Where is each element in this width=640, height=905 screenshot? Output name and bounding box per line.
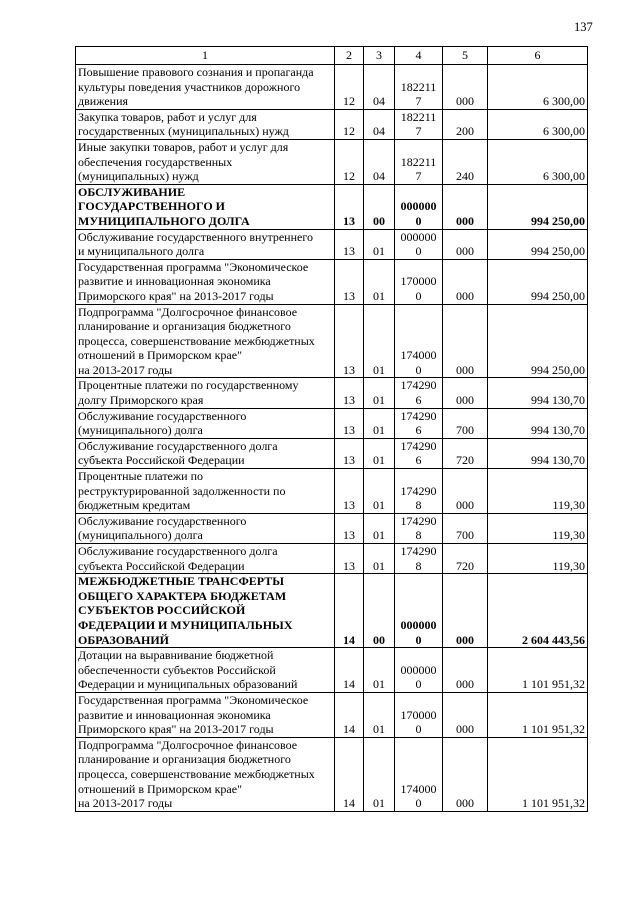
row-amount-cell: 994 250,00 <box>488 259 588 304</box>
row-expense-type-cell: 000 <box>443 65 488 110</box>
row-subsection-cell: 00 <box>364 184 395 229</box>
row-name-cell: Иные закупки товаров, работ и услуг для обеспечения государственных (муниципальных) нужд <box>76 139 335 184</box>
row-amount-cell: 1 101 951,32 <box>488 692 588 737</box>
table-row <box>76 65 588 110</box>
table-row <box>76 378 588 408</box>
row-section-cell: 13 <box>335 378 364 408</box>
table-row <box>76 229 588 259</box>
row-amount-cell: 994 130,70 <box>488 378 588 408</box>
table-row <box>76 304 588 378</box>
row-name-cell: Подпрограмма "Долгосрочное финансовое планирование и организация бюджетного процесса, совершенствование межбюджетных отношений в Приморском крае" на 2013-2017 годы <box>76 304 335 378</box>
row-subsection-cell: 01 <box>364 648 395 693</box>
table-row <box>76 469 588 514</box>
row-section-cell: 13 <box>335 304 364 378</box>
row-subsection-cell: 04 <box>364 139 395 184</box>
header-col-target-article: 4 <box>395 47 443 65</box>
row-amount-cell: 6 300,00 <box>488 109 588 139</box>
row-expense-type-cell: 000 <box>443 648 488 693</box>
row-section-cell: 13 <box>335 259 364 304</box>
row-subsection-cell: 01 <box>364 438 395 468</box>
table-row <box>76 109 588 139</box>
row-amount-cell: 119,30 <box>488 544 588 574</box>
row-section-cell: 13 <box>335 438 364 468</box>
row-name-cell: Обслуживание государственного (муниципального) долга <box>76 408 335 438</box>
row-expense-type-cell: 000 <box>443 304 488 378</box>
row-name-cell: ОБСЛУЖИВАНИЕ ГОСУДАРСТВЕННОГО И МУНИЦИПАЛЬНОГО ДОЛГА <box>76 184 335 229</box>
row-subsection-cell: 00 <box>364 574 395 648</box>
page-number: 137 <box>574 20 593 34</box>
row-subsection-cell: 01 <box>364 469 395 514</box>
row-amount-cell: 994 250,00 <box>488 304 588 378</box>
row-expense-type-cell: 720 <box>443 438 488 468</box>
row-section-cell: 14 <box>335 648 364 693</box>
row-name-cell: Повышение правового сознания и пропаганда культуры поведения участников дорожного движения <box>76 65 335 110</box>
table-row <box>76 513 588 543</box>
table-row <box>76 259 588 304</box>
table-body <box>76 65 588 812</box>
table-row <box>76 737 588 811</box>
row-expense-type-cell: 200 <box>443 109 488 139</box>
table-row <box>76 648 588 693</box>
row-subsection-cell: 01 <box>364 544 395 574</box>
table-row <box>76 692 588 737</box>
row-name-cell: Обслуживание государственного (муниципального) долга <box>76 513 335 543</box>
row-expense-type-cell: 000 <box>443 229 488 259</box>
row-subsection-cell: 01 <box>364 737 395 811</box>
row-name-cell: Государственная программа "Экономическое развитие и инновационная экономика Приморского края" на 2013-2017 годы <box>76 692 335 737</box>
row-subsection-cell: 01 <box>364 229 395 259</box>
row-target-article-cell: 174000 0 <box>395 737 443 811</box>
row-target-article-cell: 000000 0 <box>395 184 443 229</box>
row-amount-cell: 1 101 951,32 <box>488 737 588 811</box>
header-col-amount: 6 <box>488 47 588 65</box>
row-section-cell: 14 <box>335 692 364 737</box>
row-amount-cell: 994 130,70 <box>488 408 588 438</box>
row-target-article-cell: 170000 0 <box>395 692 443 737</box>
row-name-cell: Дотации на выравнивание бюджетной обеспеченности субъектов Российской Федерации и муниципальных образований <box>76 648 335 693</box>
row-subsection-cell: 04 <box>364 109 395 139</box>
row-name-cell: Обслуживание государственного внутреннего и муниципального долга <box>76 229 335 259</box>
row-section-cell: 14 <box>335 737 364 811</box>
row-expense-type-cell: 000 <box>443 378 488 408</box>
row-target-article-cell: 174000 0 <box>395 304 443 378</box>
row-section-cell: 12 <box>335 139 364 184</box>
row-name-cell: Государственная программа "Экономическое развитие и инновационная экономика Приморского края" на 2013-2017 годы <box>76 259 335 304</box>
row-amount-cell: 6 300,00 <box>488 65 588 110</box>
row-expense-type-cell: 000 <box>443 574 488 648</box>
header-col-name: 1 <box>76 47 335 65</box>
row-name-cell: Обслуживание государственного долга субъекта Российской Федерации <box>76 544 335 574</box>
row-name-cell: Подпрограмма "Долгосрочное финансовое планирование и организация бюджетного процесса, совершенствование межбюджетных отношений в Приморском крае" на 2013-2017 годы <box>76 737 335 811</box>
row-target-article-cell: 174290 8 <box>395 513 443 543</box>
row-section-cell: 13 <box>335 408 364 438</box>
row-section-cell: 13 <box>335 544 364 574</box>
table-row <box>76 139 588 184</box>
row-subsection-cell: 01 <box>364 513 395 543</box>
table-row <box>76 438 588 468</box>
row-target-article-cell: 174290 6 <box>395 408 443 438</box>
header-col-section: 2 <box>335 47 364 65</box>
row-section-cell: 14 <box>335 574 364 648</box>
row-target-article-cell: 174290 8 <box>395 469 443 514</box>
row-expense-type-cell: 000 <box>443 259 488 304</box>
row-target-article-cell: 000000 0 <box>395 229 443 259</box>
table-header-row <box>76 47 588 65</box>
row-amount-cell: 1 101 951,32 <box>488 648 588 693</box>
row-expense-type-cell: 700 <box>443 408 488 438</box>
row-expense-type-cell: 000 <box>443 184 488 229</box>
row-name-cell: МЕЖБЮДЖЕТНЫЕ ТРАНСФЕРТЫ ОБЩЕГО ХАРАКТЕРА БЮДЖЕТАМ СУБЪЕКТОВ РОССИЙСКОЙ ФЕДЕРАЦИИ И МУНИЦИПАЛЬНЫХ ОБРАЗОВАНИЙ <box>76 574 335 648</box>
row-name-cell: Закупка товаров, работ и услуг для государственных (муниципальных) нужд <box>76 109 335 139</box>
row-section-cell: 13 <box>335 184 364 229</box>
row-section-cell: 12 <box>335 109 364 139</box>
row-subsection-cell: 01 <box>364 408 395 438</box>
row-target-article-cell: 174290 8 <box>395 544 443 574</box>
row-target-article-cell: 174290 6 <box>395 438 443 468</box>
row-name-cell: Процентные платежи по реструктурированной задолженности по бюджетным кредитам <box>76 469 335 514</box>
row-section-cell: 13 <box>335 229 364 259</box>
row-target-article-cell: 182211 7 <box>395 139 443 184</box>
table-row <box>76 544 588 574</box>
row-expense-type-cell: 720 <box>443 544 488 574</box>
row-subsection-cell: 04 <box>364 65 395 110</box>
row-expense-type-cell: 240 <box>443 139 488 184</box>
row-section-cell: 12 <box>335 65 364 110</box>
row-subsection-cell: 01 <box>364 259 395 304</box>
row-amount-cell: 119,30 <box>488 469 588 514</box>
row-target-article-cell: 174290 6 <box>395 378 443 408</box>
row-amount-cell: 6 300,00 <box>488 139 588 184</box>
row-expense-type-cell: 000 <box>443 737 488 811</box>
row-subsection-cell: 01 <box>364 692 395 737</box>
budget-table <box>75 46 588 812</box>
row-target-article-cell: 182211 7 <box>395 109 443 139</box>
row-target-article-cell: 182211 7 <box>395 65 443 110</box>
row-target-article-cell: 000000 0 <box>395 648 443 693</box>
row-section-cell: 13 <box>335 513 364 543</box>
row-expense-type-cell: 700 <box>443 513 488 543</box>
header-col-expense-type: 5 <box>443 47 488 65</box>
row-amount-cell: 994 250,00 <box>488 229 588 259</box>
row-amount-cell: 2 604 443,56 <box>488 574 588 648</box>
row-subsection-cell: 01 <box>364 304 395 378</box>
row-target-article-cell: 000000 0 <box>395 574 443 648</box>
row-expense-type-cell: 000 <box>443 469 488 514</box>
table-row <box>76 574 588 648</box>
header-col-subsection: 3 <box>364 47 395 65</box>
row-section-cell: 13 <box>335 469 364 514</box>
row-name-cell: Процентные платежи по государственному долгу Приморского края <box>76 378 335 408</box>
row-amount-cell: 119,30 <box>488 513 588 543</box>
table-row <box>76 184 588 229</box>
row-amount-cell: 994 130,70 <box>488 438 588 468</box>
row-target-article-cell: 170000 0 <box>395 259 443 304</box>
row-expense-type-cell: 000 <box>443 692 488 737</box>
row-amount-cell: 994 250,00 <box>488 184 588 229</box>
row-subsection-cell: 01 <box>364 378 395 408</box>
table-row <box>76 408 588 438</box>
row-name-cell: Обслуживание государственного долга субъекта Российской Федерации <box>76 438 335 468</box>
